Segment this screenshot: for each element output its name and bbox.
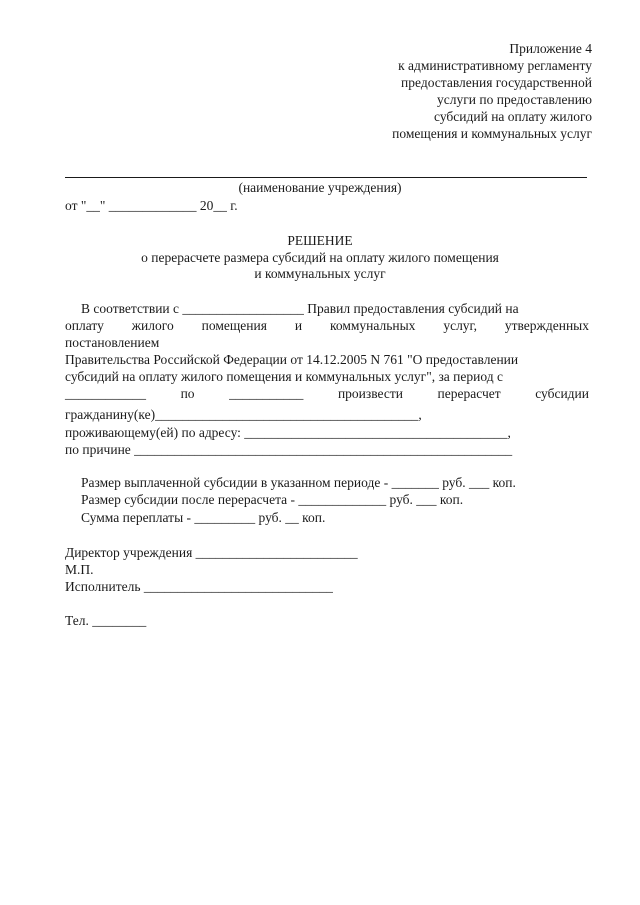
date-line: от "__" _____________ 20__ г. <box>65 198 238 213</box>
amount-paid: Размер выплаченной субсидии в указанном периоде - _______ руб. ___ коп. <box>81 475 516 490</box>
appendix-line-1: Приложение 4 <box>509 41 592 56</box>
body-line-9: по причине ________________________________________________________ <box>65 442 513 457</box>
phone-line: Тел. ________ <box>65 613 147 628</box>
body-line-1: В соответствии с __________________ Правил предоставления субсидий на <box>81 301 519 316</box>
stamp-label: М.П. <box>65 562 94 577</box>
title-sub-1: о перерасчете размера субсидий на оплату жилого помещения <box>141 250 499 265</box>
executor-signature: Исполнитель ____________________________ <box>65 579 333 594</box>
title-sub-2: и коммунальных услуг <box>254 266 386 281</box>
institution-caption: (наименование учреждения) <box>238 180 402 195</box>
appendix-line-4: услуги по предоставлению <box>437 92 592 107</box>
body-line-3: постановлением <box>65 335 160 350</box>
appendix-line-2: к административному регламенту <box>398 58 592 73</box>
amount-overpayment: Сумма переплаты - _________ руб. __ коп. <box>81 510 326 525</box>
director-signature: Директор учреждения ________________________ <box>65 545 358 560</box>
body-line-5: субсидий на оплату жилого помещения и коммунальных услуг", за период с <box>65 369 503 384</box>
body-line-6: ____________ по ___________ произвести перерасчет субсидии <box>65 386 589 401</box>
body-line-2: оплату жилого помещения и коммунальных услуг, утвержденных <box>65 318 589 333</box>
appendix-line-6: помещения и коммунальных услуг <box>392 126 592 141</box>
institution-name-rule <box>65 177 587 178</box>
title-main: РЕШЕНИЕ <box>287 233 353 248</box>
appendix-line-3: предоставления государственной <box>401 75 592 90</box>
appendix-line-5: субсидий на оплату жилого <box>434 109 592 124</box>
amount-after-recalculation: Размер субсидии после перерасчета - _____________ руб. ___ коп. <box>81 492 464 507</box>
body-line-8: проживающему(ей) по адресу: _______________________________________, <box>65 425 511 440</box>
body-line-7: гражданину(ке)_______________________________________, <box>65 407 422 422</box>
body-line-4: Правительства Российской Федерации от 14.12.2005 N 761 "О предоставлении <box>65 352 519 367</box>
